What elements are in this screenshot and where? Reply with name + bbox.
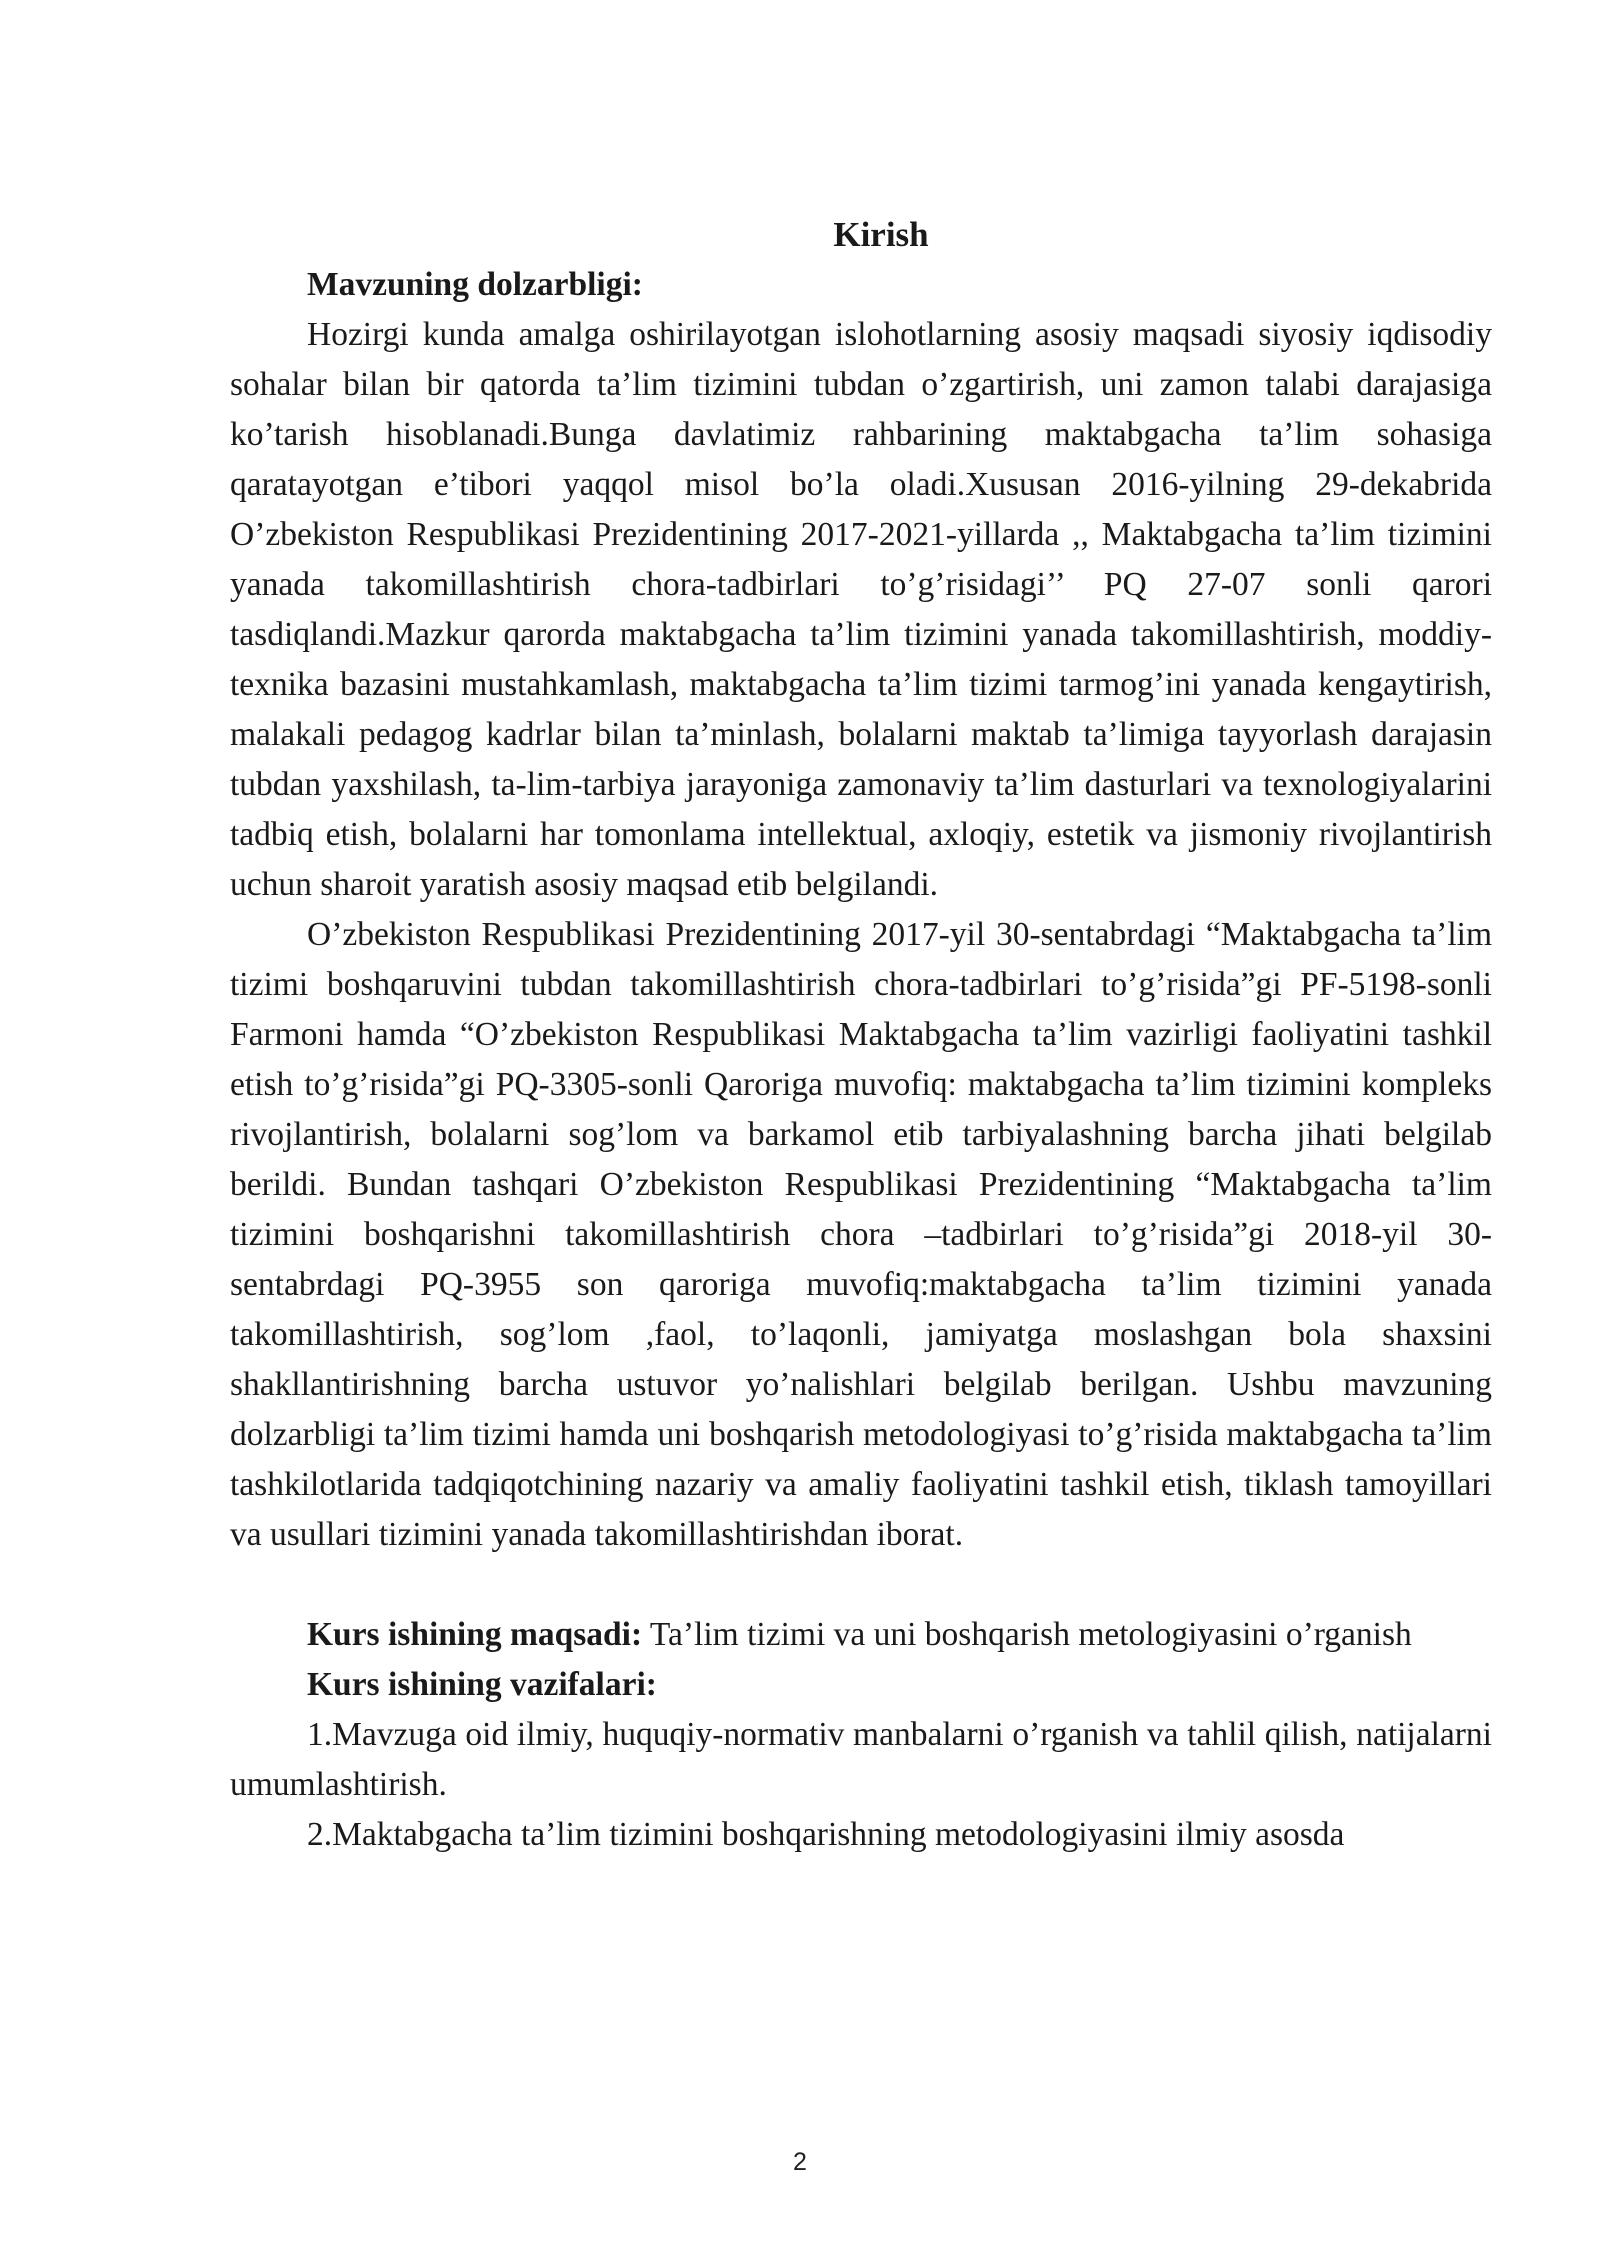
document-title: Kirish bbox=[833, 215, 929, 254]
paragraph-relevance-2: O’zbekiston Respublikasi Prezidentining 2017-yil 30-sentabrdagi “Maktabgacha ta’lim tizimi boshqaruvini tubdan takomillashtirish chora-tadbirlari to’g’risida”gi PF-5198-sonli Farmoni hamda “O’zbekiston Respublikasi Maktabgacha ta’lim vazirligi faoliyatini tashkil etish to’g’risida”gi PQ-3305-sonli Qaroriga muvofiq: maktabgacha ta’lim tizimini kompleks rivojlantirish, bolalarni sog’lom va barkamol etib tarbiyalashning barcha jihati belgilab berildi. Bundan tashqari O’zbekiston Respublikasi Prezidentining “Maktabgacha ta’lim tizimini boshqarishni takomillashtirish chora –tadbirlari to’g’risida”gi 2018-yil 30-sentabrdagi PQ-3955 son qaroriga muvofiq:maktabgacha ta’lim tizimini yanada takomillashtirish, sog’lom ,faol, to’laqonli, jamiyatga moslashgan bola shaxsini shakllantirishning barcha ustuvor yo’nalishlari belgilab berilgan. Ushbu mavzuning dolzarbligi ta’lim tizimi hamda uni boshqarish metodologiyasi to’g’risida maktabgacha ta’lim tashkilotlarida tadqiqotchining nazariy va amaliy faoliyatini tashkil etish, tiklash tamoyillari va usullari tizimini yanada takomillashtirishdan iborat. bbox=[230, 916, 1492, 1553]
section-heading-relevance: Mavzuning dolzarbligi: bbox=[307, 266, 643, 303]
paragraph-relevance-1: Hozirgi kunda amalga oshirilayotgan islohotlarning asosiy maqsadi siyosiy iqdisodiy sohalar bilan bir qatorda ta’lim tizimini tubdan o’zgartirish, uni zamon talabi darajasiga ko’tarish hisoblanadi.Bunga davlatimiz rahbarining maktabgacha ta’lim sohasiga qaratayotgan e’tibori yaqqol misol bo’la oladi.Xususan 2016-yilning 29-dekabrida O’zbekiston Respublikasi Prezidentining 2017-2021-yillarda ,, Maktabgacha ta’lim tizimini yanada takomillashtirish chora-tadbirlari to’g’risidagi’’ PQ 27-07 sonli qarori tasdiqlandi.Mazkur qarorda maktabgacha ta’lim tizimini yanada takomillashtirish, moddiy-texnika bazasini mustahkamlash, maktabgacha ta’lim tizimi tarmog’ini yanada kengaytirish, malakali pedagog kadrlar bilan ta’minlash, bolalarni maktab ta’limiga tayyorlash darajasin tubdan yaxshilash, ta-lim-tarbiya jarayoniga zamonaviy ta’lim dasturlari va texnologiyalarini tadbiq etish, bolalarni har tomonlama intellektual, axloqiy, estetik va jismoniy rivojlantirish uchun sharoit yaratish asosiy maqsad etib belgilandi. bbox=[230, 316, 1492, 903]
document-page bbox=[230, 210, 1492, 1860]
paragraph-spacer bbox=[230, 1560, 1492, 1610]
goal-paragraph bbox=[230, 1610, 1492, 1660]
goal-text: Ta’lim tizimi va uni boshqarish metologiyasini o’rganish bbox=[642, 1616, 1412, 1653]
page-number: 2 bbox=[793, 2148, 807, 2176]
task-item-2: 2.Maktabgacha ta’lim tizimini boshqarishning metodologiyasini ilmiy asosda bbox=[307, 1816, 1345, 1853]
tasks-heading: Kurs ishining vazifalari: bbox=[307, 1666, 657, 1703]
task-item-1: 1.Mavzuga oid ilmiy, huquqiy-normativ manbalarni o’rganish va tahlil qilish, natijalarni umumlashtirish. bbox=[230, 1716, 1492, 1803]
goal-label: Kurs ishining maqsadi: bbox=[307, 1616, 643, 1653]
